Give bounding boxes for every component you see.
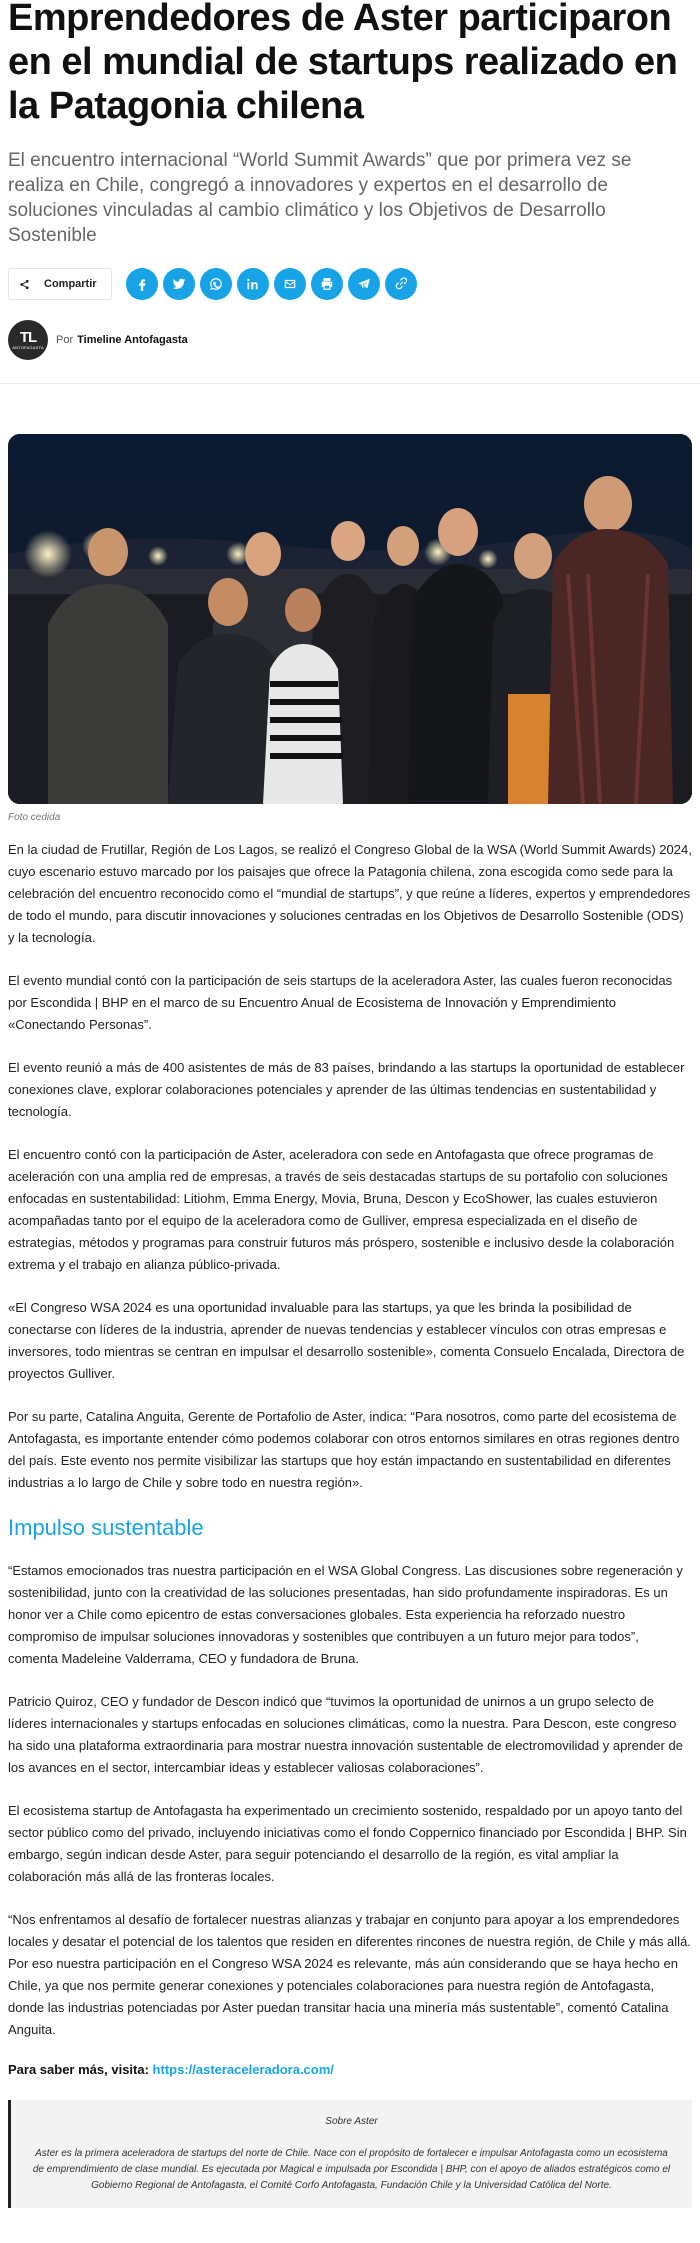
paragraph: Por su parte, Catalina Anguita, Gerente de Portafolio de Aster, indica: “Para nosotros, como parte del ecosistema de Antofagasta, es importante entender cómo podemos colaborar con otros entornos similares en otras regiones dentro del país. Este evento nos permite visibilizar las startups que hoy están impactando en sustentabilidad en diferentes industrias a lo largo de Chile y sobre todo en nuestra región». bbox=[8, 1409, 680, 1490]
facebook-icon[interactable] bbox=[126, 268, 158, 300]
about-aster-box bbox=[8, 2100, 692, 2208]
share-icon bbox=[19, 279, 30, 290]
more-info bbox=[8, 2062, 692, 2077]
share-bar bbox=[8, 266, 692, 302]
header-divider bbox=[0, 383, 700, 384]
about-text: Aster es la primera aceleradora de startups del norte de Chile. Nace con el propósito de fortalecer e impulsar Antofagasta como un ecosistema de emprendimiento de clase mundial. Es ejecutada por Magical e impulsada por Escondida | BHP, con el apoyo de aliados estratégicos como el Gobierno Regional de Antofagasta, el Comité Corfo Antofagasta, Fundación Chile y la Universidad Católica del Norte. bbox=[32, 2148, 671, 2191]
share-label: Compartir bbox=[44, 278, 97, 290]
author-byline bbox=[8, 320, 692, 360]
group-photo-illustration bbox=[8, 434, 692, 804]
paragraph: El evento reunió a más de 400 asistentes de más de 83 países, brindando a las startups la oportunidad de establecer conexiones clave, explorar colaboraciones potenciales y aprender de las últimas tendencias en sustentabilidad y tecnología. bbox=[8, 1060, 685, 1119]
paragraph: En la ciudad de Frutillar, Región de Los Lagos, se realizó el Congreso Global de la WSA (World Summit Awards) 2024, cuyo escenario estuvo marcado por los paisajes que ofrece la Patagonia chilena, zona escogida como sede para la celebración del encuentro reconocido como el “mundial de startups”, y que reúne a líderes, expertos y emprendedores de todo el mundo, para discutir innovaciones y soluciones centradas en los Objetivos de Desarrollo Sostenible (ODS) y la tecnología. bbox=[8, 842, 692, 945]
paragraph: El evento mundial contó con la participación de seis startups de la aceleradora Aster, las cuales fueron reconocidas por Escondida | BHP en el marco de su Encuentro Anual de Ecosistema de Innovación y Emprendimiento «Conectando Personas”. bbox=[8, 973, 673, 1032]
email-icon[interactable] bbox=[274, 268, 306, 300]
share-button[interactable] bbox=[8, 268, 112, 300]
avatar-logo-text: TL bbox=[19, 329, 37, 346]
about-heading: Sobre Aster bbox=[325, 2116, 378, 2127]
article-title: Emprendedores de Aster participaron en el mundial de startups realizado en la Patagonia chilena bbox=[8, 0, 678, 127]
aster-website-link[interactable]: https://asteraceleradora.com/ bbox=[152, 2062, 334, 2077]
article-body bbox=[8, 839, 692, 2077]
whatsapp-icon[interactable] bbox=[200, 268, 232, 300]
article-subtitle: El encuentro internacional “World Summit Awards” que por primera vez se realiza en Chile, congregó a innovadores y expertos en el desarrollo de soluciones vinculadas al cambio climático y los Objetivos de Desarrollo Sostenible bbox=[8, 150, 632, 246]
paragraph: El encuentro contó con la participación de Aster, aceleradora con sede en Antofagasta que ofrece programas de aceleración con una amplia red de empresas, a través de seis destacadas startups de su portafolio con soluciones enfocadas en sustentabilidad: Litiohm, Emma Energy, Movia, Bruna, Descon y EcoShower, las cuales estuvieron acompañadas tanto por el equipo de la aceleradora como de Gulliver, empresa especializada en el diseño de estrategias, métodos y programas para construir futuros más próspero, sostenible e inclusivo desde la colaboración extrema y el trabajo en alianza público-privada. bbox=[8, 1147, 675, 1272]
link-icon[interactable] bbox=[385, 268, 417, 300]
author-name-link[interactable]: Timeline Antofagasta bbox=[77, 334, 188, 346]
twitter-icon[interactable] bbox=[163, 268, 195, 300]
linkedin-icon[interactable] bbox=[237, 268, 269, 300]
paragraph: «El Congreso WSA 2024 es una oportunidad invaluable para las startups, ya que les brinda la posibilidad de conectarse con líderes de la industria, aprender de nuevas tendencias y establecer vínculos con otras empresas e inversores, todo mientras se centran en impulsar el desarrollo sostenible», comenta Consuelo Encalada, Directora de proyectos Gulliver. bbox=[8, 1300, 685, 1381]
article-photo bbox=[8, 434, 692, 804]
photo-caption: Foto cedida bbox=[8, 812, 61, 823]
avatar-logo-subtext: ANTOFAGASTA bbox=[12, 345, 44, 350]
section-heading: Impulso sustentable bbox=[8, 1515, 204, 1540]
more-info-label: Para saber más, visita: bbox=[8, 2062, 149, 2077]
paragraph: “Nos enfrentamos al desafío de fortalecer nuestras alianzas y trabajar en conjunto para apoyar a los emprendedores locales y desatar el potencial de los talentos que residen en diferentes rincones de nuestra región, de Chile y más allá. Por eso nuestra participación en el Congreso WSA 2024 es relevante, más aún considerando que se haya hecho en Chile, ya que nos permite generar conexiones y potenciales colaboraciones para nuestra región de Antofagasta, donde las industrias potenciadas por Aster puedan transitar hacia una minería más sustentable”, comentó Catalina Anguita. bbox=[8, 1912, 691, 2037]
author-avatar[interactable] bbox=[8, 320, 48, 360]
paragraph: Patricio Quiroz, CEO y fundador de Descon indicó que “tuvimos la oportunidad de unirnos a un grupo selecto de líderes internacionales y startups enfocadas en soluciones climáticas, como la nuestra. Para Descon, este congreso ha sido una plataforma extraordinaria para mostrar nuestra innovación sustentable de electromovilidad y aprender de los avances en el sector, intercambiar ideas y establecer valiosas colaboraciones”. bbox=[8, 1694, 683, 1775]
telegram-icon[interactable] bbox=[348, 268, 380, 300]
author-prefix: Por bbox=[56, 334, 74, 346]
paragraph: El ecosistema startup de Antofagasta ha experimentado un crecimiento sostenido, respaldado por un apoyo tanto del sector público como del privado, incluyendo iniciativas como el fondo Coppernico financiado por Escondida | BHP. Sin embargo, según indican desde Aster, para seguir potenciando el desarrollo de la región, es vital ampliar la colaboración más allá de las fronteras locales. bbox=[8, 1803, 687, 1884]
print-icon[interactable] bbox=[311, 268, 343, 300]
paragraph: “Estamos emocionados tras nuestra participación en el WSA Global Congress. Las discusiones sobre regeneración y sostenibilidad, junto con la creatividad de las soluciones presentadas, han sido profundamente inspiradoras. Es un honor ver a Chile como epicentro de estas conversaciones globales. Esta experiencia ha reforzado nuestro compromiso de impulsar soluciones innovadoras y sostenibles que contribuyen a un futuro mejor para todos”, comenta Madeleine Valderrama, CEO y fundadora de Bruna. bbox=[8, 1563, 683, 1666]
